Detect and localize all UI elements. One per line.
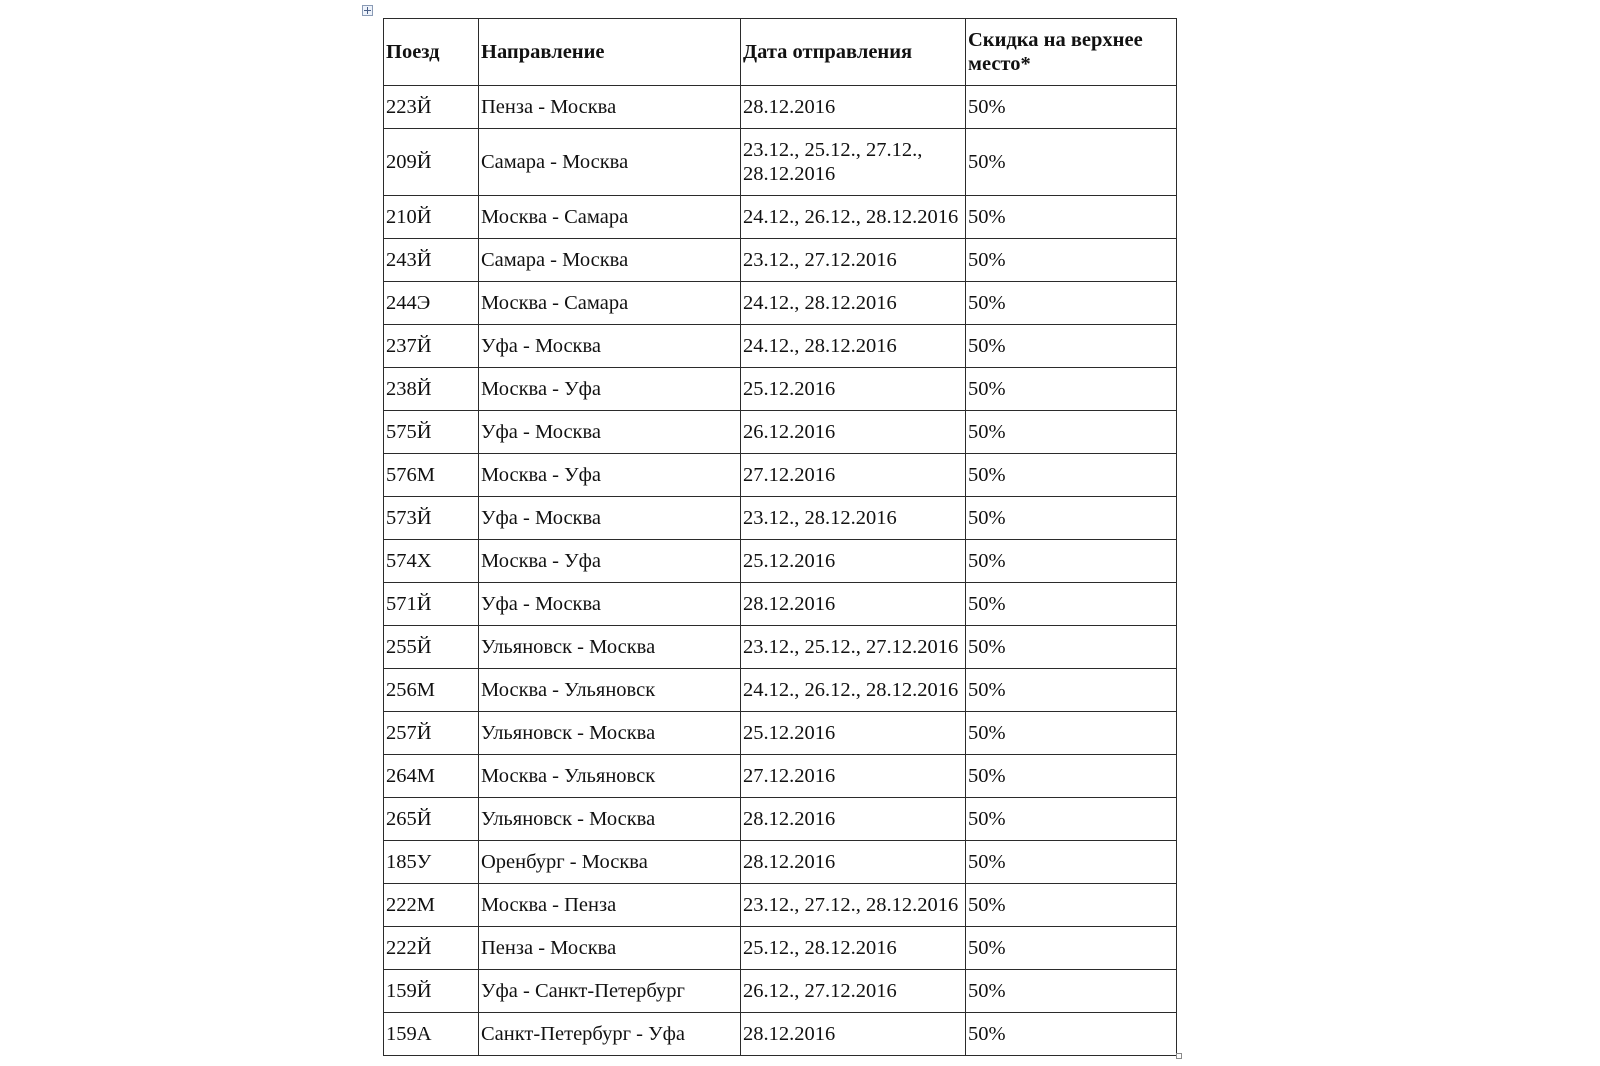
table-row <box>384 239 1177 282</box>
table-row <box>384 411 1177 454</box>
cell-discount: 50% <box>966 368 1177 411</box>
cell-discount: 50% <box>966 798 1177 841</box>
table-row <box>384 927 1177 970</box>
cell-train: 209Й <box>384 129 479 196</box>
table-row <box>384 583 1177 626</box>
cell-train: 159А <box>384 1013 479 1056</box>
cell-date: 23.12., 25.12., 27.12., 28.12.2016 <box>741 129 966 196</box>
table-row <box>384 841 1177 884</box>
cell-discount: 50% <box>966 411 1177 454</box>
cell-discount: 50% <box>966 755 1177 798</box>
cell-route: Пенза - Москва <box>479 86 741 129</box>
cell-train: 573Й <box>384 497 479 540</box>
cell-train: 243Й <box>384 239 479 282</box>
cell-route: Уфа - Москва <box>479 411 741 454</box>
cell-date: 25.12.2016 <box>741 368 966 411</box>
cell-discount: 50% <box>966 970 1177 1013</box>
cell-date: 28.12.2016 <box>741 583 966 626</box>
cell-discount: 50% <box>966 927 1177 970</box>
table-row <box>384 884 1177 927</box>
table-row <box>384 540 1177 583</box>
header-discount: Скидка на верхнее место* <box>966 19 1177 86</box>
cell-route: Санкт-Петербург - Уфа <box>479 1013 741 1056</box>
cell-discount: 50% <box>966 497 1177 540</box>
cell-discount: 50% <box>966 583 1177 626</box>
cell-discount: 50% <box>966 196 1177 239</box>
cell-discount: 50% <box>966 454 1177 497</box>
cell-train: 185У <box>384 841 479 884</box>
cell-route: Москва - Самара <box>479 282 741 325</box>
cell-discount: 50% <box>966 669 1177 712</box>
cell-discount: 50% <box>966 129 1177 196</box>
cell-train: 223Й <box>384 86 479 129</box>
cell-train: 222Й <box>384 927 479 970</box>
cell-route: Москва - Уфа <box>479 540 741 583</box>
cell-route: Оренбург - Москва <box>479 841 741 884</box>
cell-route: Москва - Ульяновск <box>479 755 741 798</box>
table-row <box>384 86 1177 129</box>
table-resize-handle-icon[interactable] <box>1176 1053 1182 1059</box>
cell-route: Москва - Ульяновск <box>479 669 741 712</box>
cell-discount: 50% <box>966 325 1177 368</box>
cell-discount: 50% <box>966 884 1177 927</box>
header-train: Поезд <box>384 19 479 86</box>
table-row <box>384 325 1177 368</box>
cell-train: 255Й <box>384 626 479 669</box>
cell-route: Самара - Москва <box>479 129 741 196</box>
cell-date: 28.12.2016 <box>741 798 966 841</box>
cell-train: 257Й <box>384 712 479 755</box>
cell-train: 574Х <box>384 540 479 583</box>
cell-route: Москва - Пенза <box>479 884 741 927</box>
cell-date: 25.12.2016 <box>741 540 966 583</box>
table-row <box>384 282 1177 325</box>
cell-discount: 50% <box>966 841 1177 884</box>
cell-discount: 50% <box>966 86 1177 129</box>
cell-train: 244Э <box>384 282 479 325</box>
cell-discount: 50% <box>966 626 1177 669</box>
table-row <box>384 129 1177 196</box>
cell-route: Москва - Самара <box>479 196 741 239</box>
cell-discount: 50% <box>966 1013 1177 1056</box>
cell-date: 28.12.2016 <box>741 1013 966 1056</box>
cell-train: 575Й <box>384 411 479 454</box>
cell-train: 571Й <box>384 583 479 626</box>
table-row <box>384 755 1177 798</box>
cell-route: Уфа - Санкт-Петербург <box>479 970 741 1013</box>
cell-date: 24.12., 26.12., 28.12.2016 <box>741 196 966 239</box>
cell-date: 25.12.2016 <box>741 712 966 755</box>
cell-train: 238Й <box>384 368 479 411</box>
cell-route: Москва - Уфа <box>479 454 741 497</box>
table-row <box>384 1013 1177 1056</box>
cell-date: 28.12.2016 <box>741 841 966 884</box>
cell-route: Ульяновск - Москва <box>479 798 741 841</box>
cell-train: 576М <box>384 454 479 497</box>
table-row <box>384 712 1177 755</box>
table-row <box>384 368 1177 411</box>
table-row <box>384 497 1177 540</box>
cell-route: Ульяновск - Москва <box>479 626 741 669</box>
cell-route: Москва - Уфа <box>479 368 741 411</box>
header-date: Дата отправления <box>741 19 966 86</box>
cell-date: 23.12., 27.12.2016 <box>741 239 966 282</box>
cell-date: 23.12., 28.12.2016 <box>741 497 966 540</box>
cell-date: 24.12., 28.12.2016 <box>741 282 966 325</box>
table-row <box>384 798 1177 841</box>
cell-date: 27.12.2016 <box>741 454 966 497</box>
table-row <box>384 626 1177 669</box>
table-row <box>384 196 1177 239</box>
cell-date: 26.12.2016 <box>741 411 966 454</box>
cell-route: Ульяновск - Москва <box>479 712 741 755</box>
cell-date: 25.12., 28.12.2016 <box>741 927 966 970</box>
cell-route: Уфа - Москва <box>479 497 741 540</box>
cell-discount: 50% <box>966 540 1177 583</box>
cell-discount: 50% <box>966 712 1177 755</box>
train-discount-table <box>383 18 1177 1056</box>
cell-route: Пенза - Москва <box>479 927 741 970</box>
cell-route: Самара - Москва <box>479 239 741 282</box>
cell-train: 159Й <box>384 970 479 1013</box>
header-route: Направление <box>479 19 741 86</box>
cell-discount: 50% <box>966 282 1177 325</box>
cell-date: 24.12., 26.12., 28.12.2016 <box>741 669 966 712</box>
cell-train: 210Й <box>384 196 479 239</box>
cell-date: 24.12., 28.12.2016 <box>741 325 966 368</box>
cell-route: Уфа - Москва <box>479 325 741 368</box>
cell-date: 23.12., 27.12., 28.12.2016 <box>741 884 966 927</box>
cell-train: 237Й <box>384 325 479 368</box>
cell-discount: 50% <box>966 239 1177 282</box>
cell-route: Уфа - Москва <box>479 583 741 626</box>
cell-date: 27.12.2016 <box>741 755 966 798</box>
cell-date: 26.12., 27.12.2016 <box>741 970 966 1013</box>
table-move-handle-icon[interactable] <box>362 5 373 16</box>
table-header-row <box>384 19 1177 86</box>
cell-train: 256М <box>384 669 479 712</box>
cell-train: 264М <box>384 755 479 798</box>
cell-train: 265Й <box>384 798 479 841</box>
table-row <box>384 970 1177 1013</box>
table-row <box>384 669 1177 712</box>
cell-train: 222М <box>384 884 479 927</box>
table-row <box>384 454 1177 497</box>
cell-date: 23.12., 25.12., 27.12.2016 <box>741 626 966 669</box>
cell-date: 28.12.2016 <box>741 86 966 129</box>
